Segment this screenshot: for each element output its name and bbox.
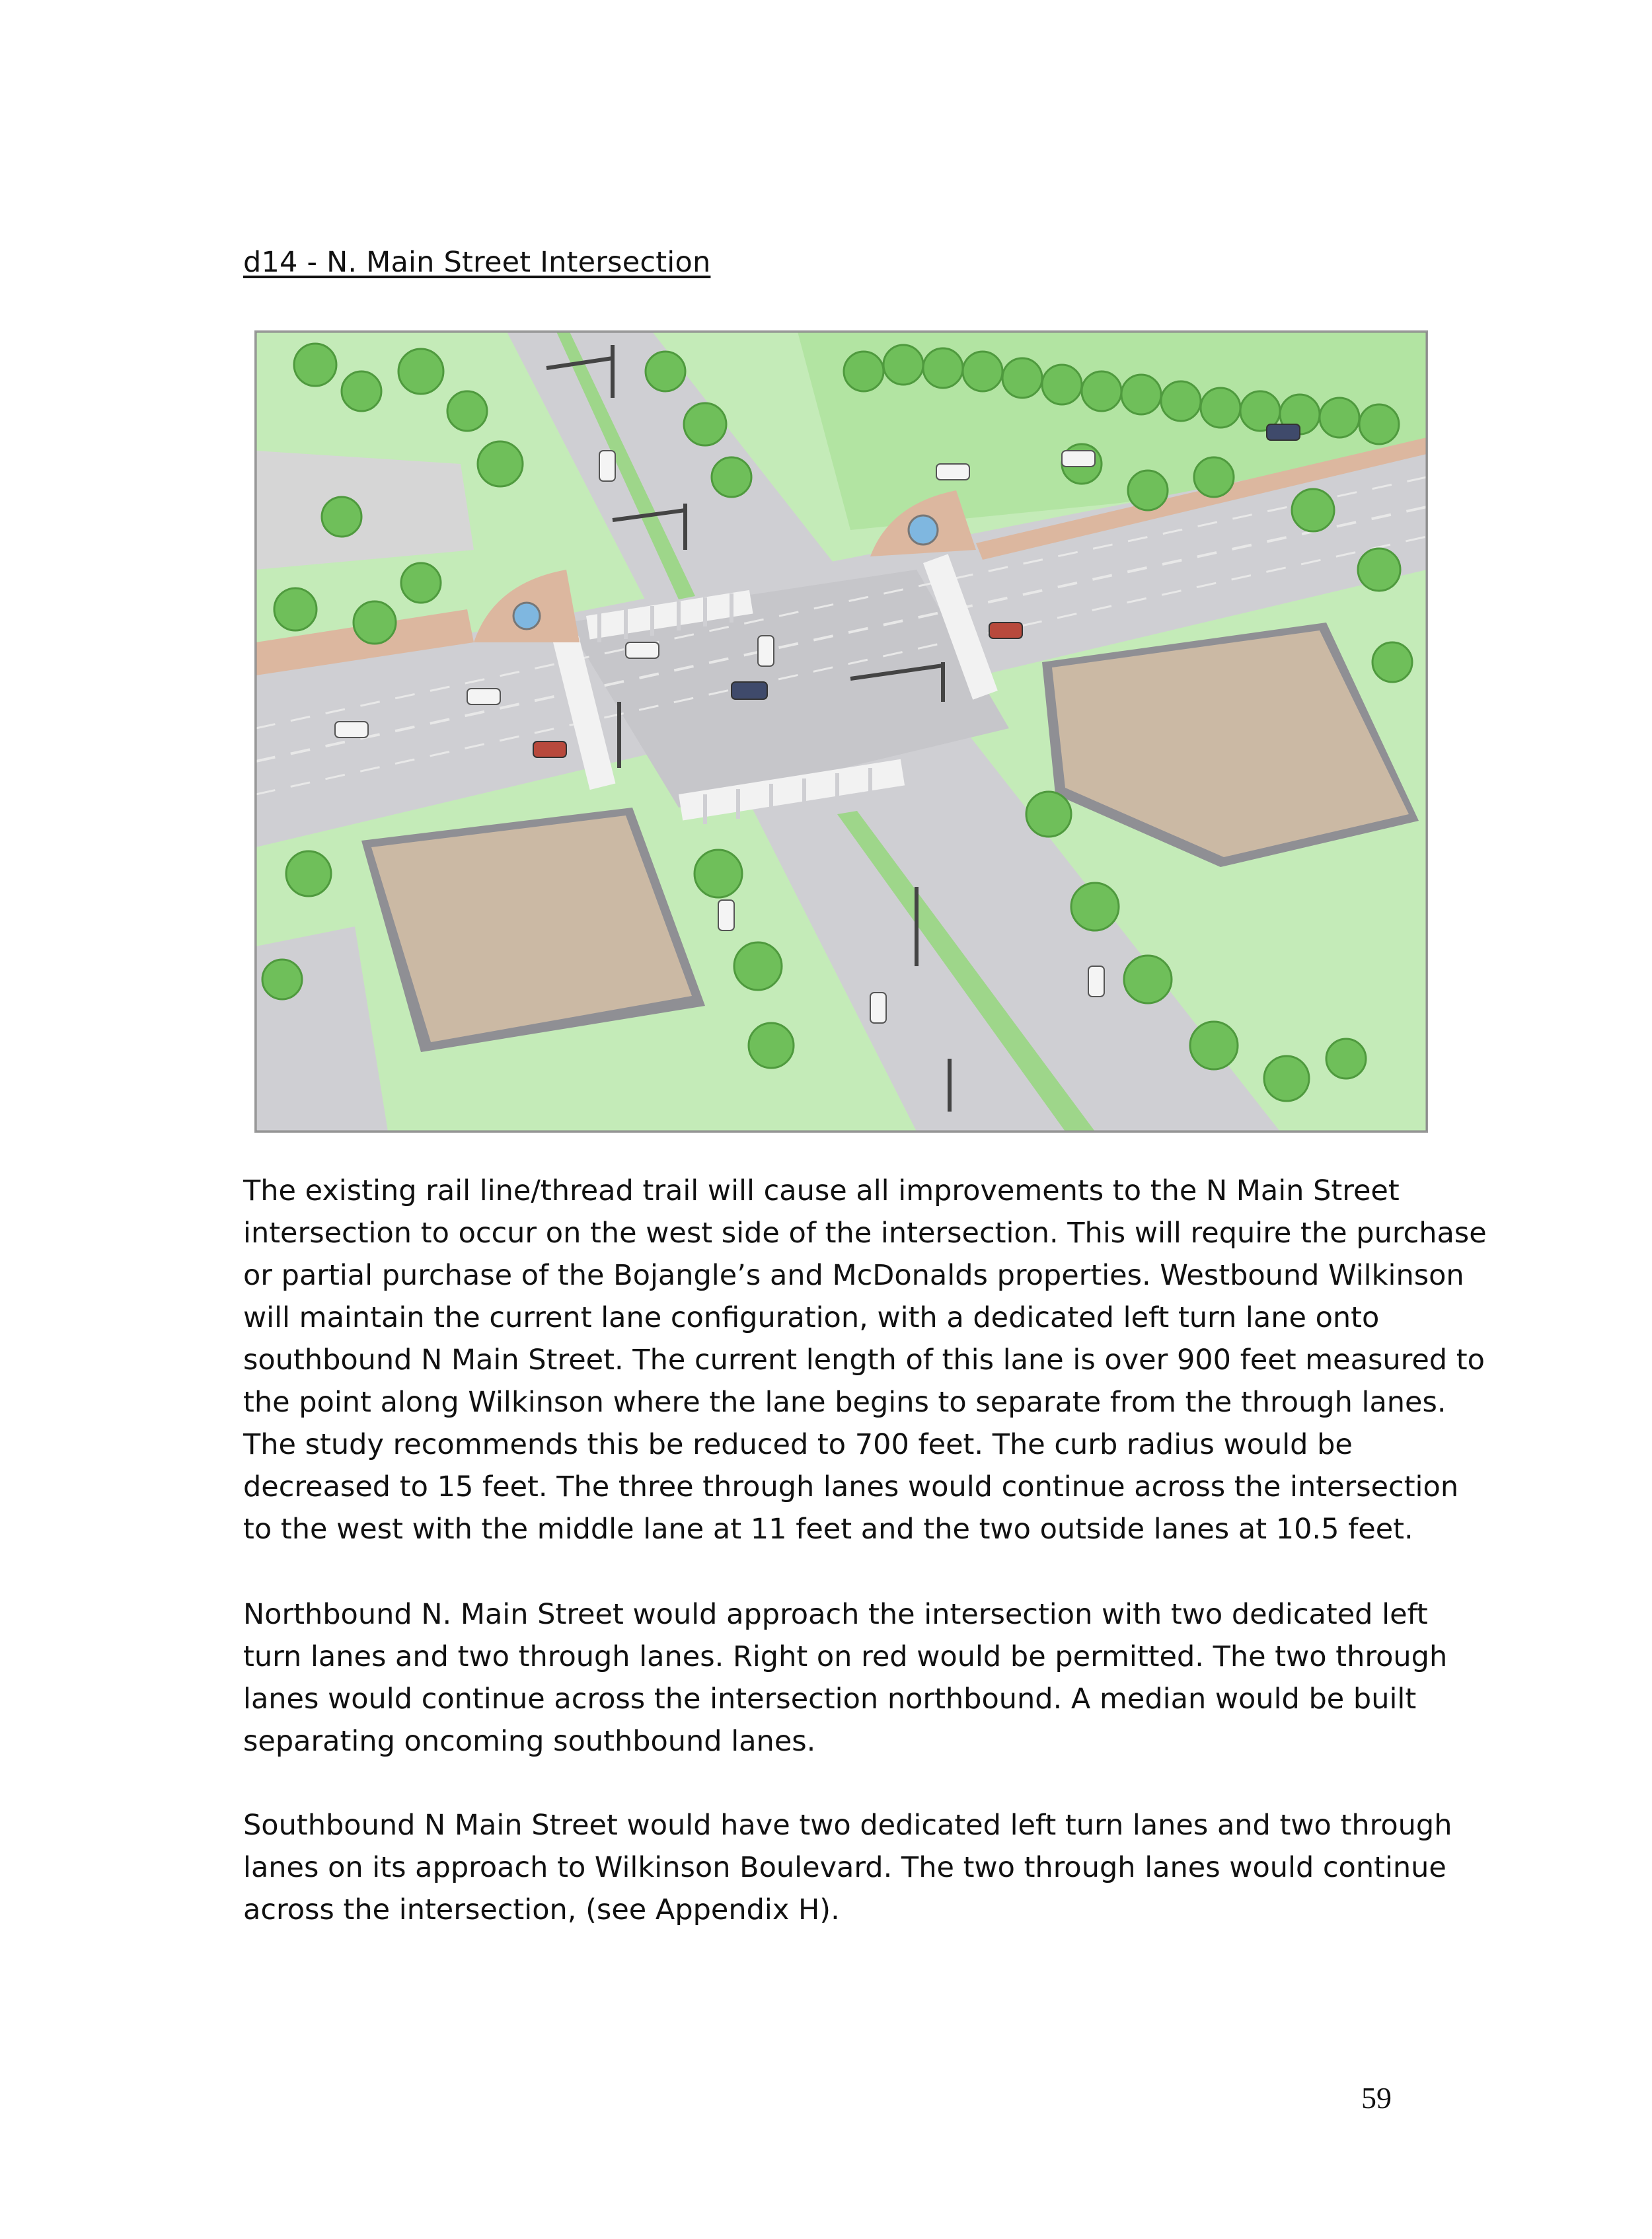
- paragraph-line: or partial purchase of the Bojangle’s and McDonalds properties. Westbound Wilkinson: [243, 1259, 1464, 1292]
- paragraph-line: The existing rail line/thread trail will cause all improvements to the N Main Street: [243, 1174, 1400, 1207]
- paragraph-line: southbound N Main Street. The current length of this lane is over 900 feet measured to: [243, 1344, 1485, 1377]
- intersection-rendering: [254, 330, 1428, 1133]
- paragraph-line: lanes on its approach to Wilkinson Boulevard. The two through lanes would continue: [243, 1851, 1446, 1884]
- paragraph-line: the point along Wilkinson where the lane begins to separate from the through lanes.: [243, 1386, 1446, 1419]
- paragraph-line: intersection to occur on the west side of the intersection. This will require the purchase: [243, 1217, 1487, 1250]
- paragraph-line: turn lanes and two through lanes. Right on red would be permitted. The two through: [243, 1640, 1448, 1673]
- paragraph-line: The study recommends this be reduced to 700 feet. The curb radius would be: [243, 1428, 1353, 1461]
- paragraph-line: Southbound N Main Street would have two dedicated left turn lanes and two through: [243, 1809, 1452, 1842]
- paragraph-line: separating oncoming southbound lanes.: [243, 1725, 816, 1758]
- paragraph-line: decreased to 15 feet. The three through lanes would continue across the intersection: [243, 1470, 1459, 1503]
- paragraph-line: across the intersection, (see Appendix H).: [243, 1893, 840, 1926]
- paragraph-1: [243, 1170, 1487, 1550]
- paragraph-line: lanes would continue across the intersection northbound. A median would be built: [243, 1683, 1417, 1716]
- paragraph-2: [243, 1593, 1448, 1763]
- paragraph-line: will maintain the current lane configuration, with a dedicated left turn lane onto: [243, 1301, 1380, 1334]
- paragraph-line: to the west with the middle lane at 11 feet and the two outside lanes at 10.5 feet.: [243, 1513, 1413, 1546]
- paragraph-3: [243, 1804, 1452, 1931]
- paragraph-line: Northbound N. Main Street would approach the intersection with two dedicated left: [243, 1598, 1428, 1631]
- page-number: 59: [1361, 2081, 1392, 2115]
- section-heading: d14 - N. Main Street Intersection: [243, 246, 711, 279]
- intersection-sketch: [256, 332, 1427, 1131]
